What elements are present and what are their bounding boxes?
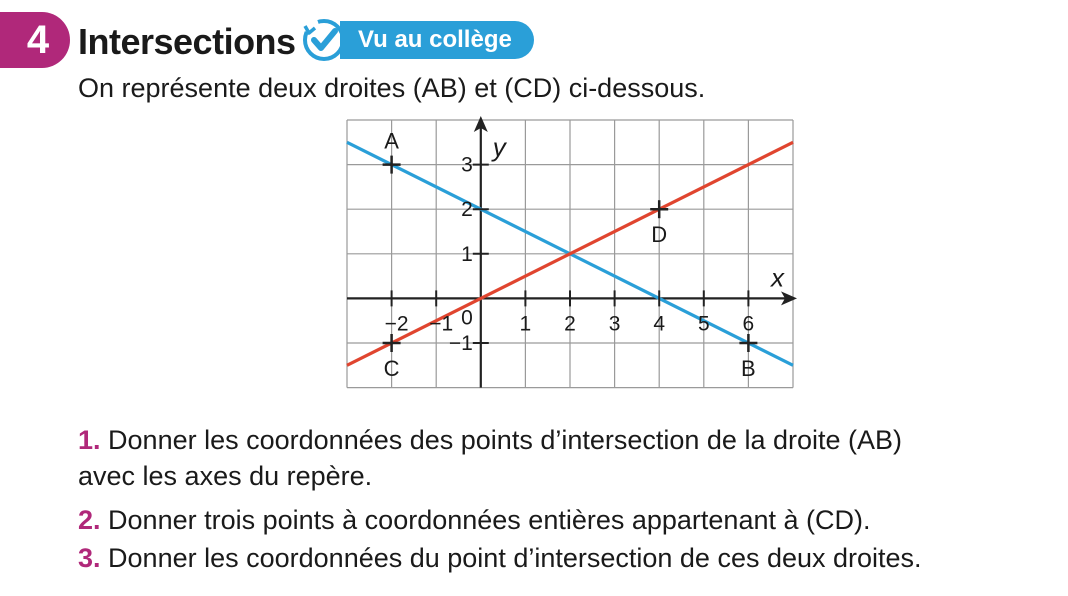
x-tick-label: 1 — [519, 312, 532, 336]
tick-labels — [385, 132, 785, 355]
question-number: 3. — [78, 543, 101, 573]
question-number: 1. — [78, 425, 101, 455]
intro-text: On représente deux droites (AB) et (CD) ci-dessous. — [78, 73, 706, 103]
y-tick-label: 1 — [461, 242, 473, 266]
x-tick-label: 6 — [742, 312, 755, 336]
x-tick-label: 3 — [608, 312, 621, 336]
x-tick-label: 5 — [697, 312, 710, 336]
question-text: Donner trois points à coordonnées entières appartenant à (CD). — [108, 505, 871, 535]
y-axis-label: y — [492, 132, 506, 162]
college-badge — [302, 18, 534, 62]
question-1 — [78, 422, 1038, 494]
badge-label: Vu au collège — [340, 21, 534, 59]
origin-label: 0 — [461, 306, 473, 330]
exercise-number: 4 — [0, 12, 70, 68]
x-tick-label: −1 — [429, 312, 454, 336]
exercise-title: Intersections — [78, 21, 296, 62]
question-text-cont: avec les axes du repère. — [78, 461, 373, 491]
point-d-label: D — [651, 222, 668, 248]
coordinate-graph — [340, 112, 800, 402]
point-a-label: A — [384, 128, 399, 154]
point-c-label: C — [383, 356, 400, 381]
x-tick-label: 2 — [564, 312, 576, 336]
y-tick-label: 3 — [461, 153, 473, 177]
question-3 — [78, 540, 1038, 576]
question-2 — [78, 502, 1038, 538]
x-tick-label: −2 — [384, 312, 409, 336]
y-tick-label: 2 — [461, 198, 473, 222]
y-tick-label: −1 — [448, 332, 473, 355]
point-b-label: B — [741, 356, 756, 381]
x-tick-label: 4 — [653, 312, 666, 336]
x-axis-label: x — [771, 262, 784, 293]
question-text: Donner les coordonnées du point d’intersection de ces deux droites. — [108, 543, 922, 573]
question-number: 2. — [78, 505, 101, 535]
question-text: Donner les coordonnées des points d’intersection de la droite (AB) — [108, 425, 903, 455]
